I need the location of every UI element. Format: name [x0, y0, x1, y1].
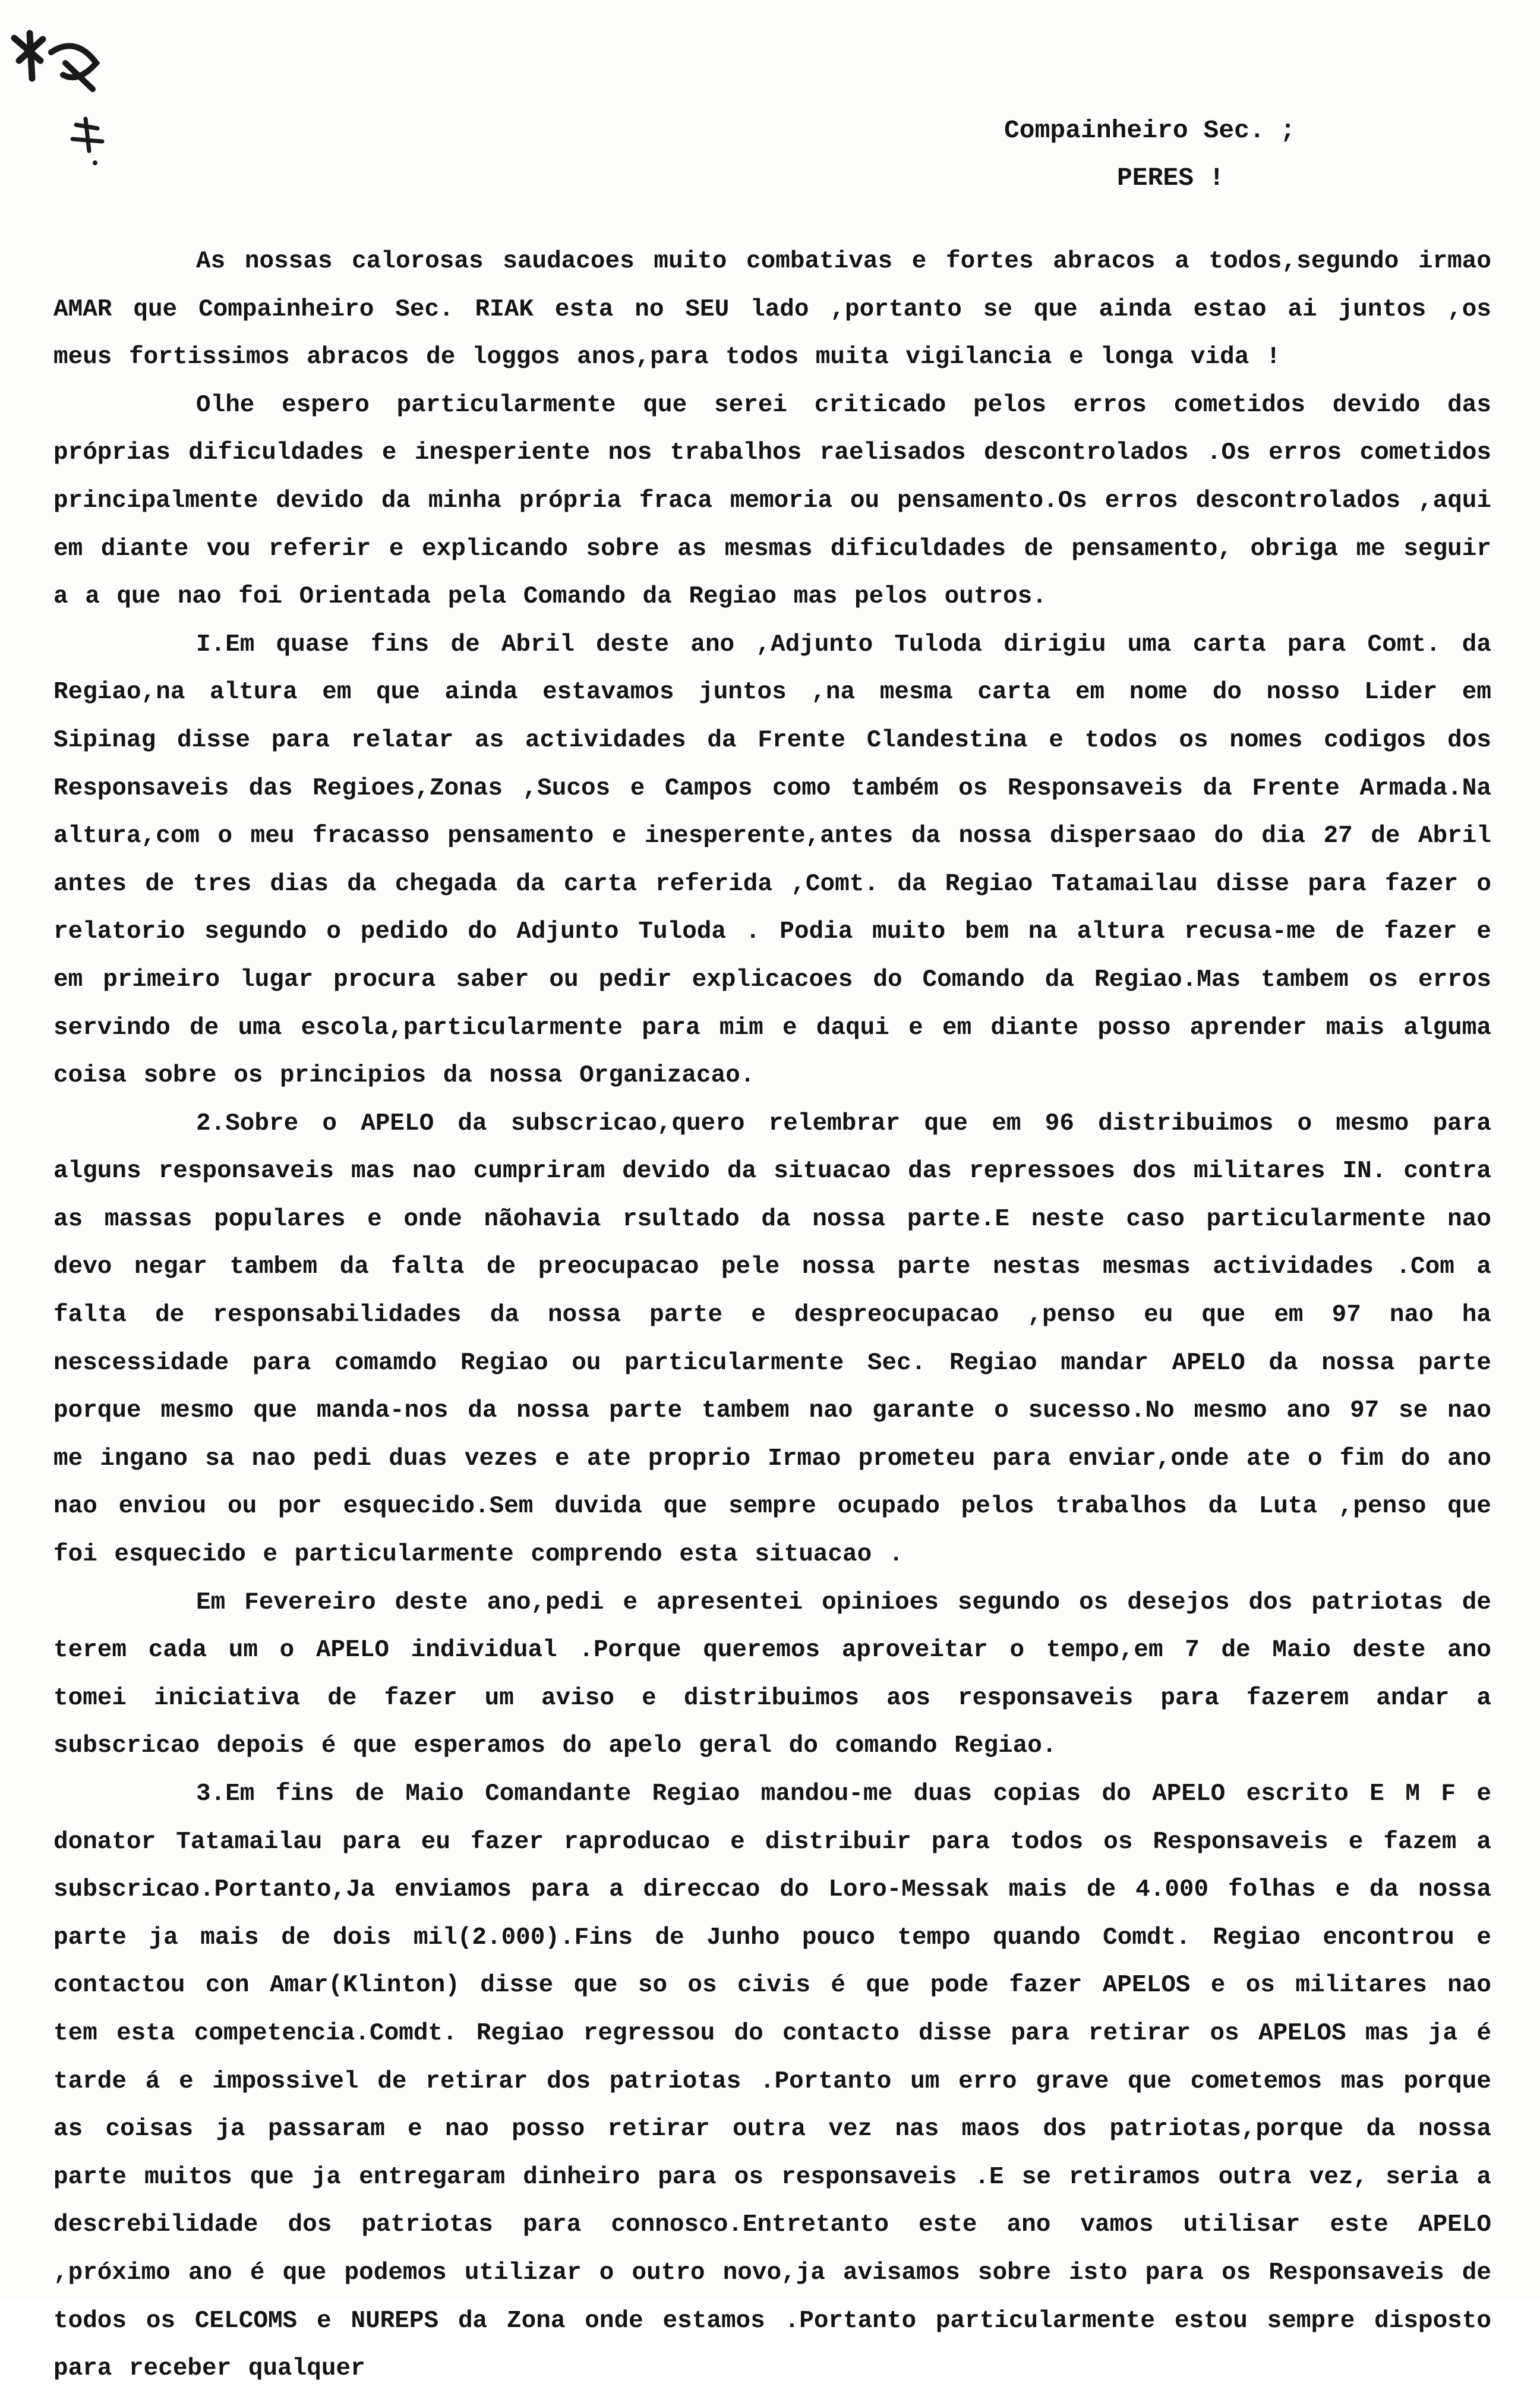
- paragraph-point-3: 3.Em fins de Maio Comandante Regiao mandou-me duas copias do APELO escrito E M F e donator Tatamailau para eu fazer raproducao e distribuir para todos os Responsaveis e fazem a subscricao.Portanto,Ja enviamos para a direccao do Loro-Messak mais de 4.000 folhas e da nossa parte ja mais de dois mil(2.000).Fins de Junho pouco tempo quando Comdt. Regiao encontrou e contactou con Amar(Klinton) disse que so os civis é que pode fazer APELOS e os militares nao tem esta competencia.Comdt. Regiao regressou do contacto disse para retirar os APELOS mas ja é tarde á e impossivel de retirar dos patriotas .Portanto um erro grave que cometemos mas porque as coisas ja passaram e nao posso retirar outra vez nas maos dos patriotas,porque da nossa parte muitos que ja entregaram dinheiro para os responsaveis .E se retiramos outra vez, seria a descrebilidade dos patriotas para connosco.Entretanto este ano vamos utilisar este APELO ,próximo ano é que podemos utilizar o outro novo,ja avisamos sobre isto para os Responsaveis de todos os CELCOMS e NUREPS da Zona onde estamos .Portanto particularmente estou sempre disposto para receber qualquer: [53, 1780, 1491, 2383]
- paragraph-errors: Olhe espero particularmente que serei criticado pelos erros cometidos devido das próprias dificuldades e inesperiente nos trabalhos raelisados descontrolados .Os erros cometidos principalmente devido da minha própria fraca memoria ou pensamento.Os erros descontrolados ,aqui em diante vou referir e explicando sobre as mesmas dificuldades de pensamento, obriga me seguir a a que nao foi Orientada pela Comando da Regiao mas pelos outros.: [53, 391, 1491, 611]
- addressee-name: PERES !: [1117, 163, 1225, 193]
- paragraph-greeting: As nossas calorosas saudacoes muito combativas e fortes abracos a todos,segundo irmao AMAR que Compainheiro Sec. RIAK esta no SEU lado ,portanto se que ainda estao ai juntos ,os meus fortissimos abracos de loggos anos,para todos muita vigilancia e longa vida !: [53, 248, 1491, 371]
- letter-addressee: [1004, 107, 1295, 202]
- letter-body: [53, 238, 1491, 2393]
- paragraph-point-2: 2.Sobre o APELO da subscricao,quero relembrar que em 96 distribuimos o mesmo para alguns responsaveis mas nao cumpriram devido da situacao das repressoes dos militares IN. contra as massas populares e onde nãohavia rsultado da nossa parte.E neste caso particularmente nao devo negar tambem da falta de preocupacao pele nossa parte nestas mesmas actividades .Com a falta de responsabilidades da nossa parte e despreocupacao ,penso eu que em 97 nao ha nescessidade para comamdo Regiao ou particularmente Sec. Regiao mandar APELO da nossa parte porque mesmo que manda-nos da nossa parte tambem nao garante o sucesso.No mesmo ano 97 se nao me ingano sa nao pedi duas vezes e ate proprio Irmao prometeu para enviar,onde ate o fim do ano nao enviou ou por esquecido.Sem duvida que sempre ocupado pelos trabalhos da Luta ,penso que foi esquecido e particularmente comprendo esta situacao .: [53, 1109, 1491, 1569]
- paragraph-point-1: I.Em quase fins de Abril deste ano ,Adjunto Tuloda dirigiu uma carta para Comt. da Regiao,na altura em que ainda estavamos juntos ,na mesma carta em nome do nosso Lider em Sipinag disse para relatar as actividades da Frente Clandestina e todos os nomes codigos dos Responsaveis das Regioes,Zonas ,Sucos e Campos como também os Responsaveis da Frente Armada.Na altura,com o meu fracasso pensamento e inesperente,antes da nossa dispersaao do dia 27 de Abril antes de tres dias da chegada da carta referida ,Comt. da Regiao Tatamailau disse para fazer o relatorio segundo o pedido do Adjunto Tuloda . Podia muito bem na altura recusa-me de fazer e em primeiro lugar procura saber ou pedir explicacoes do Comando da Regiao.Mas tambem os erros servindo de uma escola,particularmente para mim e daqui e em diante posso aprender mais alguma coisa sobre os principios da nossa Organizacao.: [53, 630, 1491, 1090]
- paragraph-february: Em Fevereiro deste ano,pedi e apresentei opinioes segundo os desejos dos patriotas de terem cada um o APELO individual .Porque queremos aproveitar o tempo,em 7 de Maio deste ano tomei iniciativa de fazer um aviso e distribuimos aos responsaveis para fazerem andar a subscricao depois é que esperamos do apelo geral do comando Regiao.: [53, 1588, 1491, 1760]
- addressee-line: Compainheiro Sec. ;: [1004, 116, 1296, 145]
- stamp-mark: [6, 24, 107, 166]
